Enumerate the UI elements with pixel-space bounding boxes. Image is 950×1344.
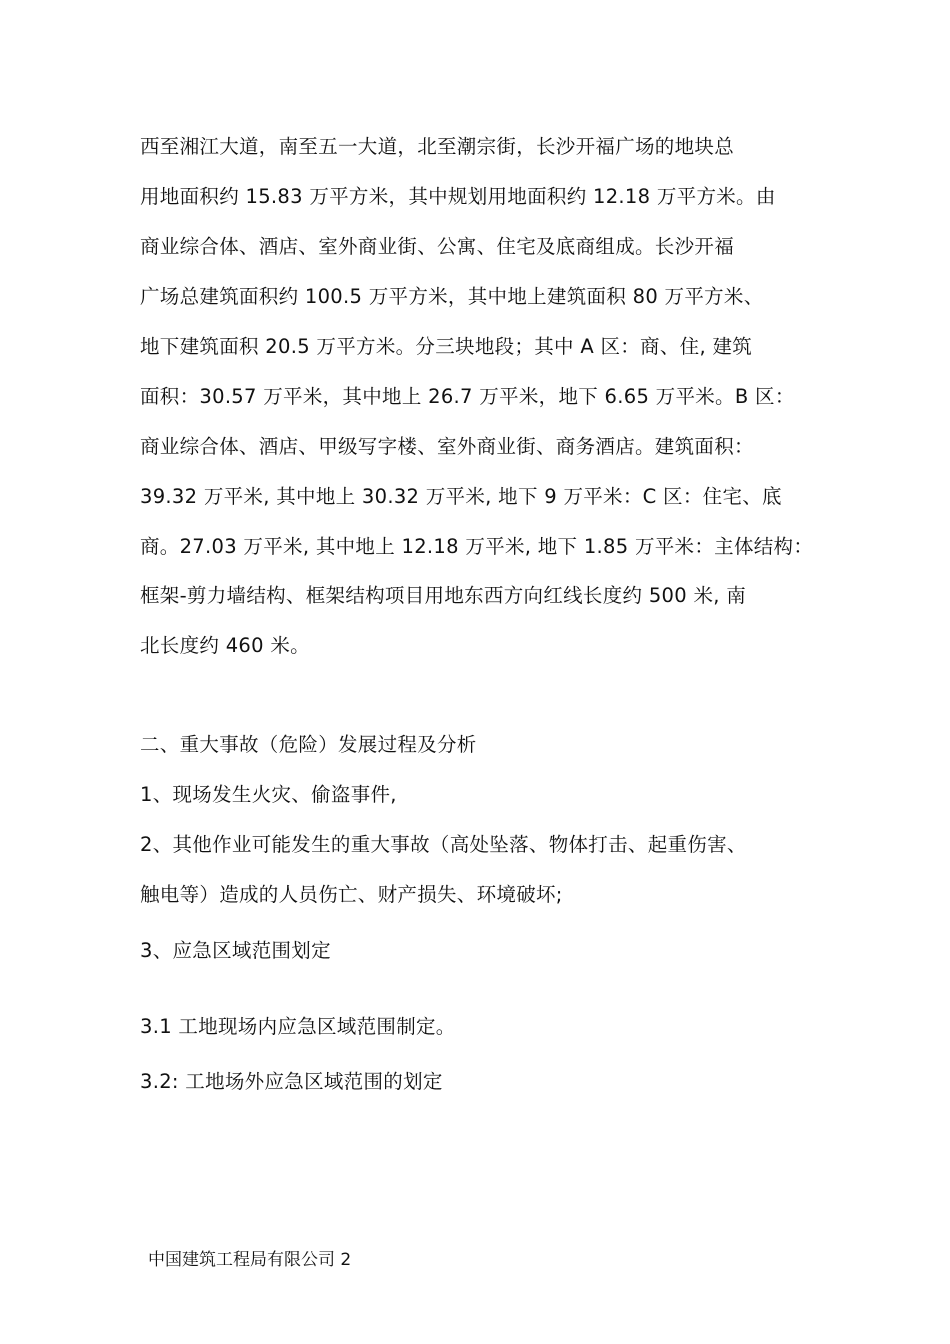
list-item-continuation: 触电等）造成的人员伤亡、财产损失、环境破坏;: [140, 883, 563, 906]
paragraph-line: 北长度约 460 米。: [140, 634, 310, 657]
sub-item: 3.2: 工地场外应急区域范围的划定: [140, 1070, 443, 1093]
paragraph-line: 西至湘江大道，南至五一大道，北至潮宗街，长沙开福广场的地块总: [140, 135, 735, 158]
paragraph-line: 框架-剪力墙结构、框架结构项目用地东西方向红线长度约 500 米, 南: [140, 584, 747, 607]
paragraph-line: 用地面积约 15.83 万平方米，其中规划用地面积约 12.18 万平方米。由: [140, 185, 776, 208]
sub-item: 3.1 工地现场内应急区域范围制定。: [140, 1015, 456, 1038]
paragraph-line: 商业综合体、酒店、甲级写字楼、室外商业街、商务酒店。建筑面积：: [140, 435, 754, 458]
list-item: 1、现场发生火灾、偷盗事件,: [140, 783, 397, 806]
paragraph-line: 地下建筑面积 20.5 万平方米。分三块地段；其中 A 区：商、住, 建筑: [140, 335, 753, 358]
paragraph-line: 商业综合体、酒店、室外商业街、公寓、住宅及底商组成。长沙开福: [140, 235, 735, 258]
list-item: 3、应急区域范围划定: [140, 939, 331, 962]
list-item: 2、其他作业可能发生的重大事故（高处坠落、物体打击、起重伤害、: [140, 833, 747, 856]
page-footer: 中国建筑工程局有限公司 2: [148, 1250, 352, 1270]
section-heading: 二、重大事故（危险）发展过程及分析: [140, 733, 477, 756]
paragraph-line: 广场总建筑面积约 100.5 万平方米，其中地上建筑面积 80 万平方米、: [140, 285, 764, 308]
paragraph-line: 商。27.03 万平米, 其中地上 12.18 万平米, 地下 1.85 万平米：主体结构：: [140, 535, 814, 558]
paragraph-line: 面积：30.57 万平米，其中地上 26.7 万平米，地下 6.65 万平米。B 区：: [140, 385, 795, 408]
paragraph-line: 39.32 万平米, 其中地上 30.32 万平米, 地下 9 万平米：C 区：住宅、底: [140, 485, 782, 508]
